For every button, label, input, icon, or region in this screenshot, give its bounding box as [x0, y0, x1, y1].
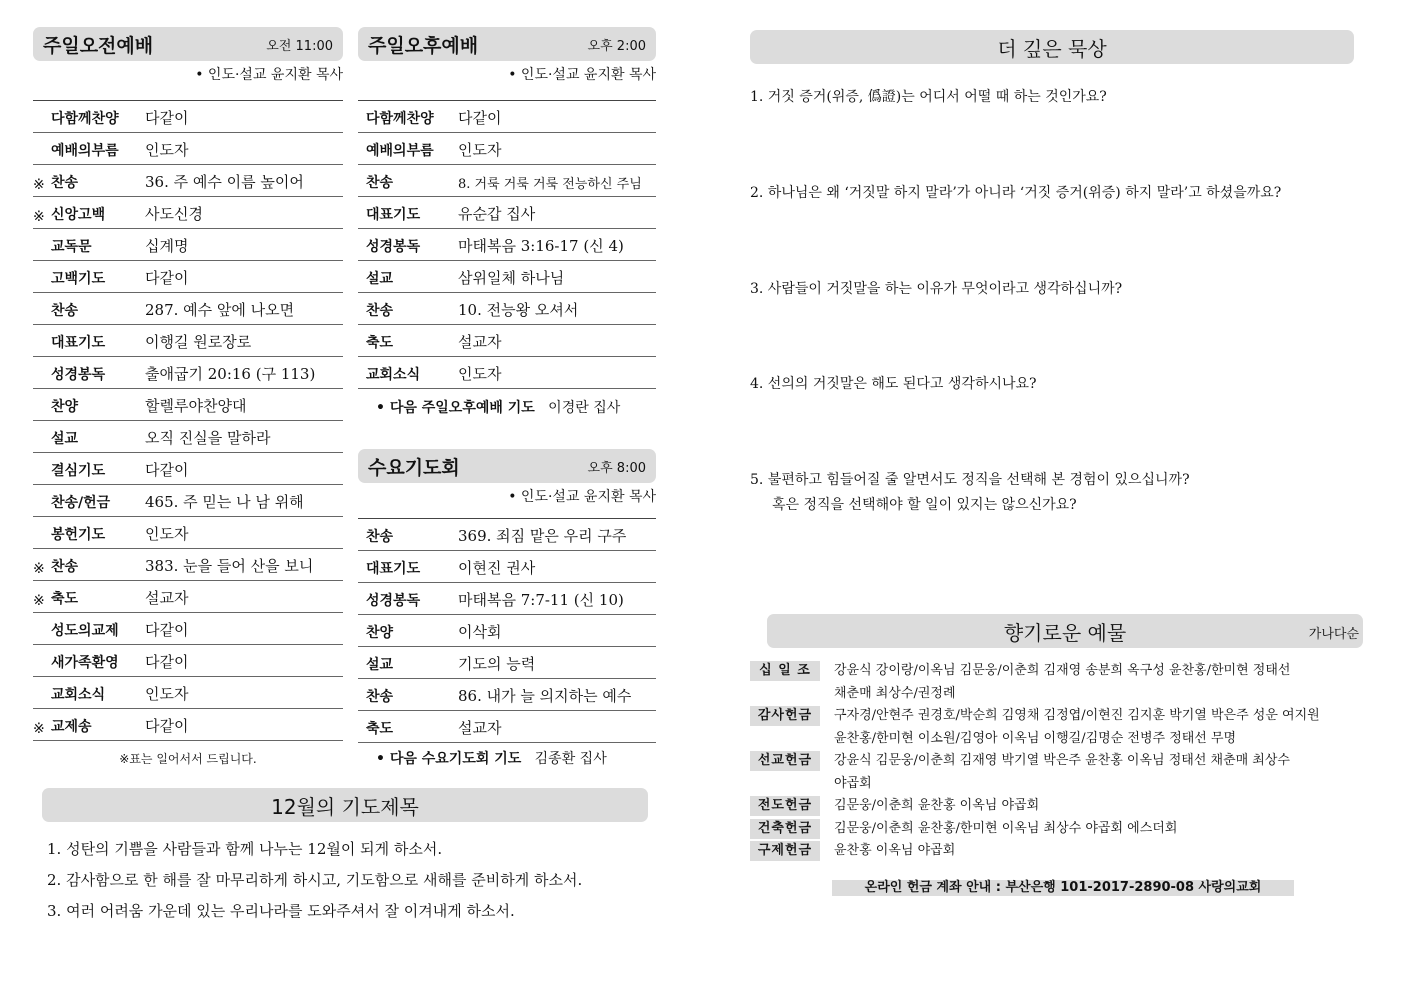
- order-value: 인도자: [458, 141, 502, 159]
- order-row: [358, 583, 656, 615]
- meditation-title: 더 깊은 묵상: [997, 36, 1107, 61]
- order-value: 다같이: [145, 621, 189, 639]
- order-value: 십계명: [145, 237, 189, 255]
- order-row: [33, 133, 343, 165]
- order-row: [33, 453, 343, 485]
- standing-mark: ※: [33, 561, 45, 577]
- order-row: [358, 101, 656, 133]
- order-value: 이현진 권사: [458, 559, 536, 577]
- offering-row: [750, 705, 1362, 750]
- order-row: [33, 645, 343, 677]
- order-label: 예배의부름: [366, 143, 434, 159]
- standing-mark: ※: [33, 209, 45, 225]
- afternoon-service-title: 주일오후예배: [368, 34, 479, 57]
- offering-type-label: 선교헌금: [750, 751, 820, 771]
- meditation-header: [750, 30, 1354, 64]
- order-row: [33, 613, 343, 645]
- order-row: [33, 197, 343, 229]
- morning-officiant: • 인도·설교 윤지환 목사: [195, 67, 343, 83]
- meditation-question-5-continued: 혹은 정직을 선택해야 할 일이 있지는 않으신가요?: [772, 497, 1077, 513]
- offering-row: [750, 818, 1362, 841]
- order-label: 찬송: [51, 303, 79, 319]
- order-row: [358, 679, 656, 711]
- order-label: 고백기도: [51, 271, 106, 287]
- order-row: [358, 133, 656, 165]
- offering-names-line: 강윤식 김문웅/이춘희 김재영 박기열 박은주 윤찬홍 이옥님 정태선 채춘매 최상수: [834, 753, 1290, 768]
- prayer-topic: 1. 성탄의 기쁨을 사람들과 함께 나누는 12월이 되게 하소서.: [47, 840, 443, 858]
- order-value: 287. 예수 앞에 나오면: [145, 301, 295, 319]
- order-label: 교독문: [51, 239, 92, 255]
- order-value: 설교자: [145, 589, 189, 607]
- order-value: 86. 내가 늘 의지하는 예수: [458, 687, 632, 705]
- wednesday-service-time: 오후 8:00: [587, 460, 646, 476]
- order-value: 369. 죄짐 맡은 우리 구주: [458, 527, 627, 545]
- order-label: 새가족환영: [51, 655, 119, 671]
- order-row: [33, 709, 343, 741]
- order-value: 다같이: [458, 109, 502, 127]
- order-value: 인도자: [145, 141, 189, 159]
- order-value: 유순갑 집사: [458, 205, 536, 223]
- order-value: 383. 눈을 들어 산을 보니: [145, 557, 314, 575]
- order-value: 마태복음 7:7-11 (신 10): [458, 591, 624, 609]
- order-label: 교회소식: [366, 367, 421, 383]
- order-value: 다같이: [145, 109, 189, 127]
- standing-mark: ※: [33, 721, 45, 737]
- order-label: 다함께찬양: [366, 111, 434, 127]
- order-label: 찬양: [366, 625, 394, 641]
- order-label: 대표기도: [51, 335, 106, 351]
- morning-service-time: 오전 11:00: [266, 38, 333, 54]
- order-value: 인도자: [458, 365, 502, 383]
- order-row: [358, 197, 656, 229]
- order-row: [33, 581, 343, 613]
- offering-names: [820, 840, 955, 863]
- order-label: 찬송: [366, 303, 394, 319]
- standing-note: ※표는 일어서서 드립니다.: [119, 752, 257, 766]
- offering-list: [750, 660, 1362, 863]
- order-row: [358, 357, 656, 389]
- afternoon-order-table: [358, 100, 656, 389]
- offering-names-line: 김문웅/이춘희 윤찬홍/한미현 이옥님 최상수 야곱회 에스더회: [834, 820, 1178, 836]
- order-value: 설교자: [458, 719, 502, 737]
- order-row: [33, 325, 343, 357]
- order-value: 다같이: [145, 717, 189, 735]
- meditation-question-4: 4. 선의의 거짓말은 해도 된다고 생각하시나요?: [750, 376, 1037, 392]
- offering-row: [750, 750, 1362, 795]
- offering-row: [750, 840, 1362, 863]
- order-label: 축도: [366, 721, 394, 737]
- afternoon-officiant: • 인도·설교 윤지환 목사: [508, 67, 656, 83]
- wednesday-service-header: [358, 449, 656, 483]
- order-value: 설교자: [458, 333, 502, 351]
- order-label: 찬송: [366, 175, 394, 191]
- order-row: [358, 551, 656, 583]
- order-value: 출애굽기 20:16 (구 113): [145, 365, 316, 383]
- order-label: 찬송: [366, 529, 394, 545]
- offering-names: [820, 795, 1039, 818]
- offering-type-label: 십 일 조: [750, 661, 820, 681]
- order-row: [33, 677, 343, 709]
- order-row: [33, 549, 343, 581]
- order-row: [33, 389, 343, 421]
- order-label: 결심기도: [51, 463, 106, 479]
- order-label: 축도: [51, 591, 79, 607]
- wednesday-service-title: 수요기도회: [368, 456, 460, 479]
- wednesday-next-prayer-label: • 다음 수요기도회 기도: [376, 751, 522, 767]
- order-value: 다같이: [145, 269, 189, 287]
- order-label: 성도의교제: [51, 623, 119, 639]
- wednesday-officiant: • 인도·설교 윤지환 목사: [508, 489, 656, 505]
- wednesday-next-prayer: [376, 748, 607, 768]
- prayer-topics-header: [42, 788, 648, 822]
- order-label: 설교: [366, 271, 394, 287]
- wednesday-order-table: [358, 518, 656, 743]
- prayer-topics-list: [47, 838, 667, 931]
- order-row: [33, 517, 343, 549]
- offering-header: [767, 614, 1363, 648]
- order-value: 마태복음 3:16-17 (신 4): [458, 237, 624, 255]
- order-row: [358, 293, 656, 325]
- offering-names-line: 채춘매 최상수/권정례: [834, 685, 956, 701]
- offering-names-line: 강윤식 강이랑/이옥님 김문웅/이춘희 김재영 송분희 옥구성 윤찬홍/한미현 정태선: [834, 663, 1291, 678]
- order-value: 다같이: [145, 461, 189, 479]
- order-label: 신앙고백: [51, 207, 106, 223]
- morning-order-table: [33, 100, 343, 741]
- offering-names-line: 윤찬홍/한미현 이소원/김영아 이옥님 이행길/김명순 전병주 정태선 무명: [834, 730, 1237, 746]
- order-row: [33, 421, 343, 453]
- order-label: 대표기도: [366, 207, 421, 223]
- order-value: 이행길 원로장로: [145, 333, 252, 351]
- order-label: 성경봉독: [366, 239, 421, 255]
- standing-mark: ※: [33, 593, 45, 609]
- afternoon-next-prayer-label: • 다음 주일오후예배 기도: [376, 400, 535, 416]
- order-row: [358, 519, 656, 551]
- order-label: 축도: [366, 335, 394, 351]
- order-value: 8. 거룩 거룩 거룩 전능하신 주님: [458, 177, 642, 192]
- order-row: [358, 229, 656, 261]
- afternoon-service-time: 오후 2:00: [587, 38, 646, 54]
- order-label: 대표기도: [366, 561, 421, 577]
- order-label: 봉헌기도: [51, 527, 106, 543]
- order-value: 인도자: [145, 685, 189, 703]
- morning-service-title: 주일오전예배: [43, 34, 154, 57]
- order-value: 이삭회: [458, 623, 502, 641]
- order-label: 찬송/헌금: [51, 495, 111, 511]
- offering-row: [750, 795, 1362, 818]
- order-label: 찬송: [51, 559, 79, 575]
- offering-names-line: 윤찬홍 이옥님 야곱회: [834, 843, 956, 858]
- offering-names: [820, 750, 1290, 795]
- offering-names-line: 야곱회: [834, 775, 872, 791]
- order-row: [33, 261, 343, 293]
- order-label: 설교: [51, 431, 79, 447]
- order-label: 설교: [366, 657, 394, 673]
- order-row: [33, 101, 343, 133]
- offering-type-label: 건축헌금: [750, 819, 820, 839]
- wednesday-next-prayer-name: 김종환 집사: [534, 751, 607, 767]
- offering-type-label: 전도헌금: [750, 796, 820, 816]
- order-row: [33, 165, 343, 197]
- order-value: 36. 주 예수 이름 높이어: [145, 173, 304, 191]
- meditation-question-1: 1. 거짓 증거(위증, 僞證)는 어디서 어떨 때 하는 것인가요?: [750, 89, 1107, 105]
- order-row: [33, 229, 343, 261]
- offering-names: [820, 705, 1320, 750]
- order-value: 인도자: [145, 525, 189, 543]
- offering-title: 향기로운 예물: [1003, 620, 1127, 645]
- offering-names: [820, 818, 1177, 841]
- standing-mark: ※: [33, 177, 45, 193]
- order-label: 찬송: [366, 689, 394, 705]
- afternoon-next-prayer: [376, 397, 620, 417]
- meditation-question-2: 2. 하나님은 왜 ‘거짓말 하지 말라’가 아니라 ‘거짓 증거(위증) 하지 말라’고 하셨을까요?: [750, 185, 1282, 201]
- order-row: [358, 261, 656, 293]
- morning-service-header: [33, 27, 343, 61]
- order-label: 예배의부름: [51, 143, 119, 159]
- order-label: 찬양: [51, 399, 79, 415]
- order-row: [33, 485, 343, 517]
- order-row: [33, 357, 343, 389]
- order-label: 교회소식: [51, 687, 106, 703]
- order-label: 다함께찬양: [51, 111, 119, 127]
- order-row: [358, 711, 656, 743]
- prayer-topic: 2. 감사함으로 한 해를 잘 마무리하게 하시고, 기도함으로 새해를 준비하게 하소서.: [47, 871, 583, 889]
- offering-type-label: 감사헌금: [750, 706, 820, 726]
- order-value: 465. 주 믿는 나 남 위해: [145, 493, 304, 511]
- offering-row: [750, 660, 1362, 705]
- order-value: 할렐루야찬양대: [145, 397, 247, 415]
- order-row: [358, 647, 656, 679]
- online-offering-account: 온라인 헌금 계좌 안내 : 부산은행 101-2017-2890-08 사랑의교회: [832, 880, 1294, 896]
- order-label: 교제송: [51, 719, 92, 735]
- order-value: 10. 전능왕 오셔서: [458, 301, 579, 319]
- order-row: [358, 615, 656, 647]
- offering-names: [820, 660, 1290, 705]
- meditation-question-3: 3. 사람들이 거짓말을 하는 이유가 무엇이라고 생각하십니까?: [750, 281, 1123, 297]
- order-value: 오직 진실을 말하라: [145, 429, 271, 447]
- afternoon-next-prayer-name: 이경란 집사: [548, 400, 621, 416]
- order-row: [33, 293, 343, 325]
- order-value: 다같이: [145, 653, 189, 671]
- meditation-question-5: 5. 불편하고 힘들어질 줄 알면서도 정직을 선택해 본 경험이 있으십니까?: [750, 472, 1190, 488]
- order-label: 성경봉독: [366, 593, 421, 609]
- afternoon-service-header: [358, 27, 656, 61]
- offering-type-label: 구제헌금: [750, 841, 820, 861]
- prayer-topic: 3. 여러 어려움 가운데 있는 우리나라를 도와주셔서 잘 이겨내게 하소서.: [47, 902, 515, 920]
- order-value: 사도신경: [145, 205, 203, 223]
- order-row: [358, 165, 656, 197]
- order-value: 삼위일체 하나님: [458, 269, 565, 287]
- prayer-topics-title: 12월의 기도제목: [271, 794, 419, 819]
- order-label: 성경봉독: [51, 367, 106, 383]
- order-row: [358, 325, 656, 357]
- order-value: 기도의 능력: [458, 655, 536, 673]
- order-label: 찬송: [51, 175, 79, 191]
- offering-names-line: 김문웅/이춘희 윤찬홍 이옥님 야곱회: [834, 798, 1040, 813]
- offering-names-line: 구자경/안현주 권경호/박순희 김영채 김정엽/이현진 김지훈 박기열 박은주 성운 여지원: [834, 708, 1320, 723]
- offering-order-note: 가나다순: [1308, 627, 1359, 642]
